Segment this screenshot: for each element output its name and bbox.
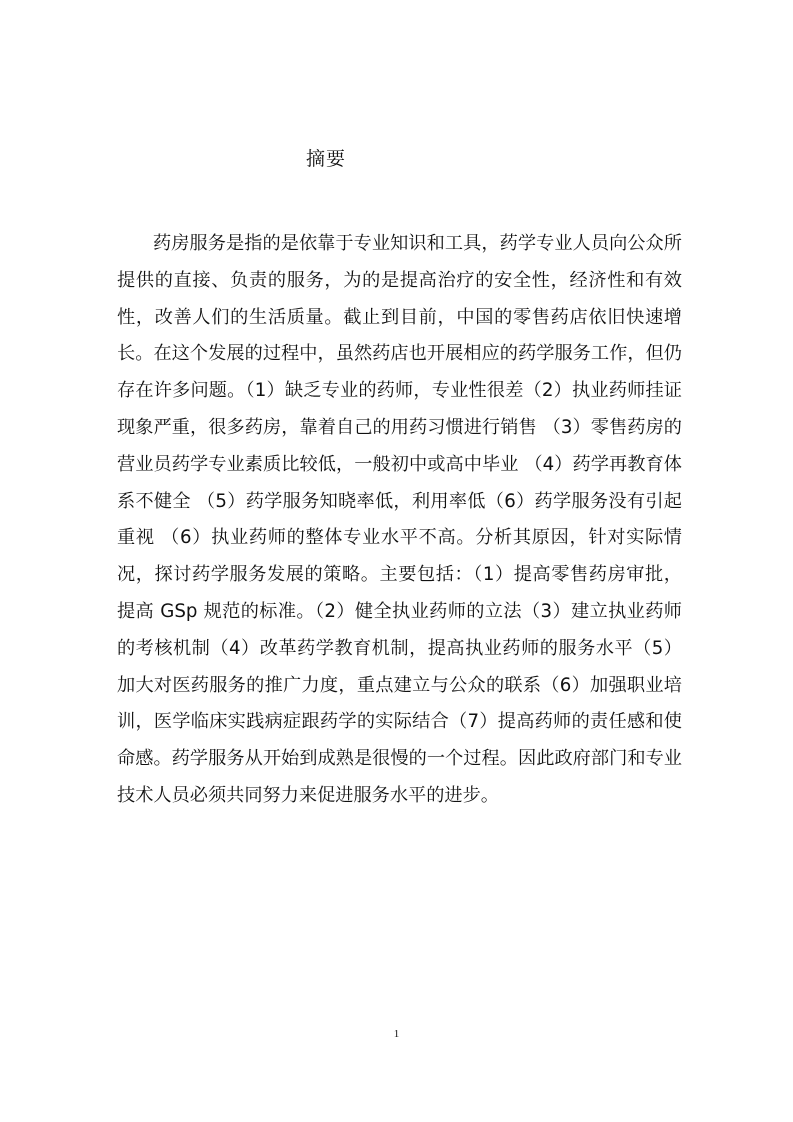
abstract-paragraph: 药房服务是指的是依靠于专业知识和工具，药学专业人员向公众所提供的直接、负责的服务，为的是提高治疗的安全性，经济性和有效性，改善人们的生活质量。截止到目前，中国的零售药店依旧快速增长。在这个发展的过程中，虽然药店也开展相应的药学服务工作，但仍存在许多问题。（1）缺乏专业的药师，专业性很差（2）执业药师挂证现象严重，很多药房，靠着自己的用药习惯进行销售 （3）零售药房的营业员药学专业素质比较低，一般初中或高中毕业 （4）药学再教育体系不健全 （5）药学服务知晓率低，利用率低（6）药学服务没有引起重视 （6）执业药师的整体专业水平不高。分析其原因，针对实际情况，探讨药学服务发展的策略。主要包括：（1）提高零售药房审批，提高 GSp 规范的标准。（2）健全执业药师的立法（3）建立执业药师的考核机制（4）改革药学教育机制，提高执业药师的服务水平（5）加大对医药服务的推广力度，重点建立与公众的联系（6）加强职业培训，医学临床实践病症跟药学的实际结合（7）提高药师的责任感和使命感。药学服务从开始到成熟是很慢的一个过程。因此政府部门和专业技术人员必须共同努力来促进服务水平的进步。 bbox=[117, 233, 682, 806]
page-number: 1 bbox=[393, 1028, 400, 1040]
page-title: 摘要 bbox=[305, 148, 346, 170]
